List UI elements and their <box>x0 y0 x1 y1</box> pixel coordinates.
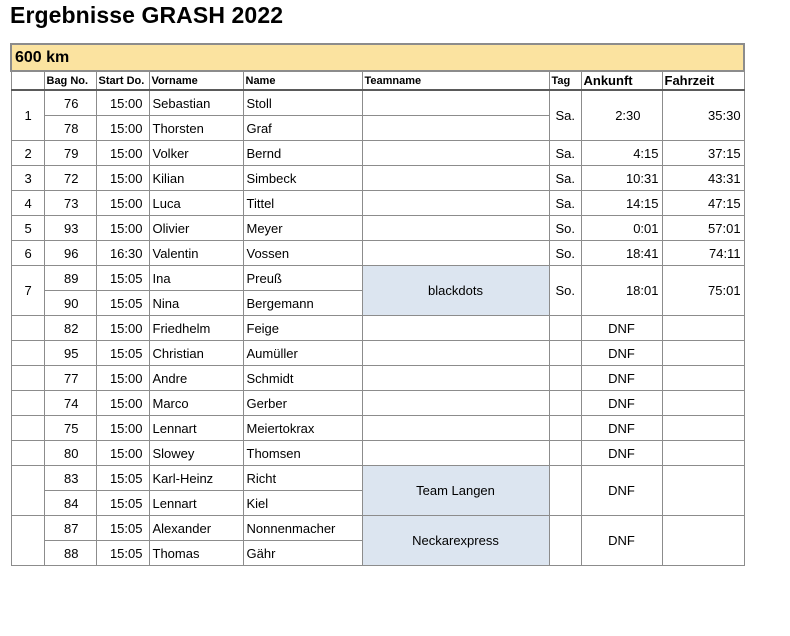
header-row <box>11 71 744 90</box>
time-cell <box>662 466 744 516</box>
last-name-cell: Schmidt <box>243 366 362 391</box>
rank-cell <box>11 441 44 466</box>
rank-cell: 6 <box>11 241 44 266</box>
distance-band <box>11 44 744 71</box>
team-cell <box>362 90 549 116</box>
arrival-cell: 4:15 <box>581 141 662 166</box>
table-row <box>11 166 744 191</box>
day-cell: Sa. <box>549 90 581 141</box>
arrival-cell: DNF <box>581 391 662 416</box>
start-cell: 15:00 <box>96 116 149 141</box>
first-name-cell: Alexander <box>149 516 243 541</box>
bag-cell: 73 <box>44 191 96 216</box>
day-cell <box>549 441 581 466</box>
header-rank <box>11 71 44 90</box>
start-cell: 15:00 <box>96 366 149 391</box>
bag-cell: 88 <box>44 541 96 566</box>
time-cell: 37:15 <box>662 141 744 166</box>
time-cell: 75:01 <box>662 266 744 316</box>
arrival-cell: DNF <box>581 341 662 366</box>
rank-cell <box>11 516 44 566</box>
table-row <box>11 466 744 491</box>
team-cell <box>362 341 549 366</box>
first-name-cell: Kilian <box>149 166 243 191</box>
day-cell <box>549 316 581 341</box>
last-name-cell: Graf <box>243 116 362 141</box>
start-cell: 15:00 <box>96 216 149 241</box>
day-cell <box>549 516 581 566</box>
bag-cell: 93 <box>44 216 96 241</box>
day-cell: Sa. <box>549 141 581 166</box>
first-name-cell: Marco <box>149 391 243 416</box>
last-name-cell: Preuß <box>243 266 362 291</box>
day-cell: So. <box>549 216 581 241</box>
team-cell <box>362 141 549 166</box>
last-name-cell: Simbeck <box>243 166 362 191</box>
first-name-cell: Andre <box>149 366 243 391</box>
time-cell <box>662 391 744 416</box>
bag-cell: 82 <box>44 316 96 341</box>
header-start: Start Do. <box>96 71 149 90</box>
start-cell: 16:30 <box>96 241 149 266</box>
team-cell <box>362 316 549 341</box>
rank-cell: 1 <box>11 90 44 141</box>
table-row <box>11 90 744 116</box>
last-name-cell: Nonnenmacher <box>243 516 362 541</box>
first-name-cell: Christian <box>149 341 243 366</box>
first-name-cell: Nina <box>149 291 243 316</box>
start-cell: 15:05 <box>96 491 149 516</box>
day-cell <box>549 466 581 516</box>
table-row <box>11 341 744 366</box>
arrival-cell: 14:15 <box>581 191 662 216</box>
results-table <box>10 43 745 566</box>
arrival-cell: DNF <box>581 441 662 466</box>
bag-cell: 89 <box>44 266 96 291</box>
day-cell: Sa. <box>549 166 581 191</box>
bag-cell: 83 <box>44 466 96 491</box>
team-cell <box>362 241 549 266</box>
last-name-cell: Richt <box>243 466 362 491</box>
start-cell: 15:00 <box>96 416 149 441</box>
time-cell: 47:15 <box>662 191 744 216</box>
team-cell <box>362 391 549 416</box>
arrival-cell: DNF <box>581 416 662 441</box>
bag-cell: 84 <box>44 491 96 516</box>
table-row <box>11 441 744 466</box>
last-name-cell: Thomsen <box>243 441 362 466</box>
table-row <box>11 316 744 341</box>
last-name-cell: Gähr <box>243 541 362 566</box>
first-name-cell: Sebastian <box>149 90 243 116</box>
header-first-name: Vorname <box>149 71 243 90</box>
last-name-cell: Bernd <box>243 141 362 166</box>
last-name-cell: Meiertokrax <box>243 416 362 441</box>
rank-cell <box>11 366 44 391</box>
table-row <box>11 191 744 216</box>
bag-cell: 77 <box>44 366 96 391</box>
time-cell <box>662 516 744 566</box>
arrival-cell: 2:30 <box>581 90 662 141</box>
first-name-cell: Karl-Heinz <box>149 466 243 491</box>
last-name-cell: Aumüller <box>243 341 362 366</box>
bag-cell: 90 <box>44 291 96 316</box>
day-cell: So. <box>549 241 581 266</box>
start-cell: 15:00 <box>96 441 149 466</box>
start-cell: 15:00 <box>96 90 149 116</box>
first-name-cell: Friedhelm <box>149 316 243 341</box>
start-cell: 15:05 <box>96 341 149 366</box>
start-cell: 15:00 <box>96 191 149 216</box>
rank-cell: 5 <box>11 216 44 241</box>
last-name-cell: Kiel <box>243 491 362 516</box>
bag-cell: 95 <box>44 341 96 366</box>
table-row <box>11 391 744 416</box>
team-cell <box>362 216 549 241</box>
last-name-cell: Gerber <box>243 391 362 416</box>
bag-cell: 75 <box>44 416 96 441</box>
day-cell <box>549 366 581 391</box>
first-name-cell: Ina <box>149 266 243 291</box>
start-cell: 15:05 <box>96 541 149 566</box>
day-cell <box>549 341 581 366</box>
header-arrival: Ankunft <box>581 71 662 90</box>
header-team: Teamname <box>362 71 549 90</box>
team-cell <box>362 116 549 141</box>
last-name-cell: Meyer <box>243 216 362 241</box>
first-name-cell: Olivier <box>149 216 243 241</box>
start-cell: 15:00 <box>96 166 149 191</box>
page-title: Ergebnisse GRASH 2022 <box>10 2 284 28</box>
rank-cell <box>11 466 44 516</box>
first-name-cell: Lennart <box>149 416 243 441</box>
time-cell <box>662 341 744 366</box>
last-name-cell: Bergemann <box>243 291 362 316</box>
bag-cell: 96 <box>44 241 96 266</box>
table-row <box>11 266 744 291</box>
start-cell: 15:00 <box>96 391 149 416</box>
team-cell: blackdots <box>362 266 549 316</box>
start-cell: 15:05 <box>96 266 149 291</box>
first-name-cell: Volker <box>149 141 243 166</box>
header-day: Tag <box>549 71 581 90</box>
team-cell <box>362 416 549 441</box>
arrival-cell: 10:31 <box>581 166 662 191</box>
header-time: Fahrzeit <box>662 71 744 90</box>
last-name-cell: Stoll <box>243 90 362 116</box>
time-cell: 74:11 <box>662 241 744 266</box>
first-name-cell: Thomas <box>149 541 243 566</box>
team-cell: Neckarexpress <box>362 516 549 566</box>
table-row <box>11 416 744 441</box>
day-cell: Sa. <box>549 191 581 216</box>
table-row <box>11 141 744 166</box>
bag-cell: 80 <box>44 441 96 466</box>
day-cell <box>549 416 581 441</box>
rank-cell <box>11 391 44 416</box>
arrival-cell: DNF <box>581 366 662 391</box>
table-row <box>11 216 744 241</box>
time-cell <box>662 416 744 441</box>
first-name-cell: Slowey <box>149 441 243 466</box>
time-cell <box>662 366 744 391</box>
arrival-cell: 18:01 <box>581 266 662 316</box>
bag-cell: 72 <box>44 166 96 191</box>
rank-cell <box>11 316 44 341</box>
bag-cell: 87 <box>44 516 96 541</box>
bag-cell: 74 <box>44 391 96 416</box>
table-row <box>11 241 744 266</box>
time-cell: 43:31 <box>662 166 744 191</box>
rank-cell: 4 <box>11 191 44 216</box>
rank-cell <box>11 416 44 441</box>
team-cell <box>362 441 549 466</box>
table-row <box>11 516 744 541</box>
last-name-cell: Vossen <box>243 241 362 266</box>
arrival-cell: DNF <box>581 466 662 516</box>
bag-cell: 76 <box>44 90 96 116</box>
time-cell: 57:01 <box>662 216 744 241</box>
distance-label: 600 km <box>11 44 744 71</box>
start-cell: 15:00 <box>96 316 149 341</box>
first-name-cell: Luca <box>149 191 243 216</box>
arrival-cell: DNF <box>581 316 662 341</box>
first-name-cell: Thorsten <box>149 116 243 141</box>
start-cell: 15:05 <box>96 466 149 491</box>
bag-cell: 78 <box>44 116 96 141</box>
team-cell: Team Langen <box>362 466 549 516</box>
start-cell: 15:00 <box>96 141 149 166</box>
last-name-cell: Feige <box>243 316 362 341</box>
header-bag: Bag No. <box>44 71 96 90</box>
team-cell <box>362 366 549 391</box>
day-cell: So. <box>549 266 581 316</box>
arrival-cell: 0:01 <box>581 216 662 241</box>
start-cell: 15:05 <box>96 516 149 541</box>
last-name-cell: Tittel <box>243 191 362 216</box>
bag-cell: 79 <box>44 141 96 166</box>
rank-cell: 2 <box>11 141 44 166</box>
team-cell <box>362 191 549 216</box>
start-cell: 15:05 <box>96 291 149 316</box>
rank-cell: 3 <box>11 166 44 191</box>
rank-cell <box>11 341 44 366</box>
table-row <box>11 366 744 391</box>
team-cell <box>362 166 549 191</box>
day-cell <box>549 391 581 416</box>
time-cell: 35:30 <box>662 90 744 141</box>
first-name-cell: Valentin <box>149 241 243 266</box>
first-name-cell: Lennart <box>149 491 243 516</box>
arrival-cell: DNF <box>581 516 662 566</box>
arrival-cell: 18:41 <box>581 241 662 266</box>
header-last-name: Name <box>243 71 362 90</box>
time-cell <box>662 316 744 341</box>
time-cell <box>662 441 744 466</box>
rank-cell: 7 <box>11 266 44 316</box>
